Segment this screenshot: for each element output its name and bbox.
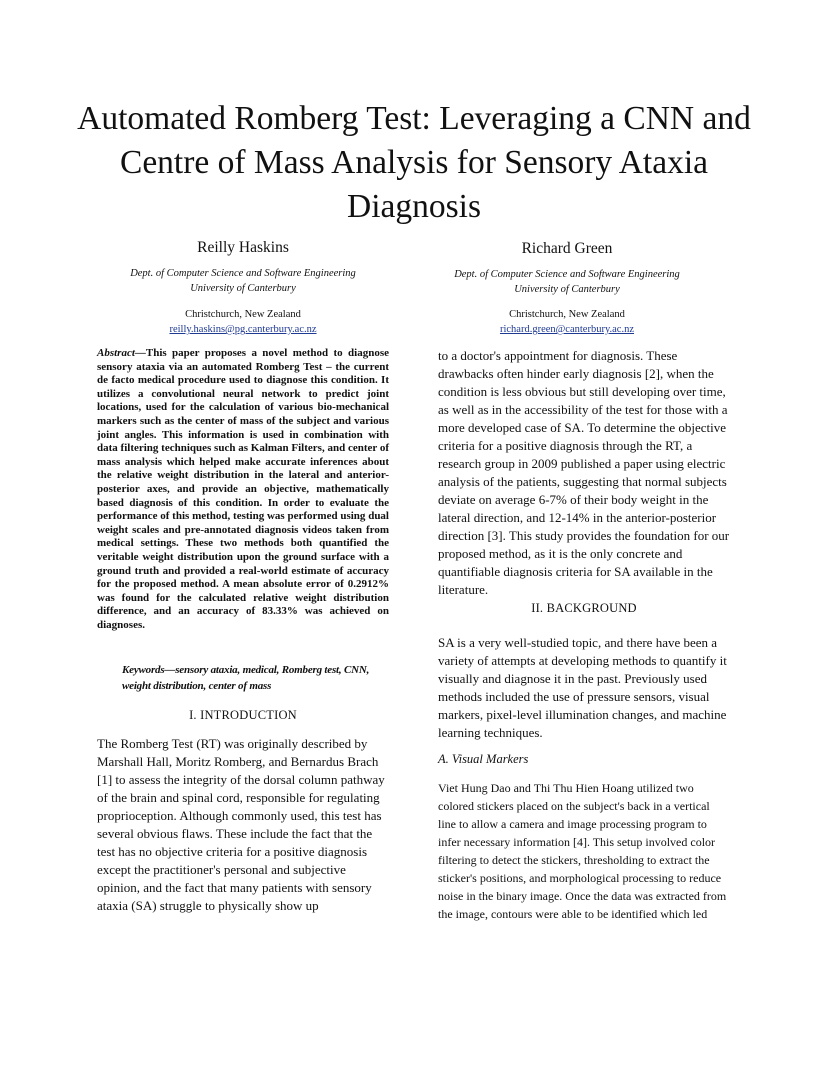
author-1-affiliation xyxy=(97,266,389,296)
subsection-heading-visual-markers: A. Visual Markers xyxy=(438,752,529,766)
left-column xyxy=(97,347,389,915)
abstract-lead: Abstract— xyxy=(97,347,146,359)
author-2-dept: Dept. of Computer Science and Software Engineering xyxy=(454,269,680,280)
author-1-email-link[interactable]: reilly.haskins@pg.canterbury.ac.nz xyxy=(169,324,317,335)
author-1-dept: Dept. of Computer Science and Software Engineering xyxy=(130,268,356,279)
author-2-email-link[interactable]: richard.green@canterbury.ac.nz xyxy=(499,324,635,335)
introduction-text: The Romberg Test (RT) was originally described by Marshall Hall, Moritz Romberg, and Bernardus Brach [1] to assess the integrity of the dorsal column pathway of the brain and spinal cord, responsible for regulating proprioception. Although commonly used, this test has several obvious flaws. These include the fact that the test has no objective criteria for a positive diagnosis except the practitioner's personal and subjective opinion, and the fact that many patients with sensory ataxia (SA) struggle to physically show up xyxy=(97,736,385,914)
abstract-text: This paper proposes a novel method to diagnose sensory ataxia via an automated Romberg Test – the current de facto medical procedure used to diagnose this condition. It utilizes a convolutional neural network to predict joint locations, used for the calculation of various bio-mechanical markers such as the center of mass of the subject and various joint angles. This information is used in combination with data filtering techniques such as Kalman Filters, and center of mass analysis which helped make accurate inferences about the relative weight distribution in the lateral and anterior-posterior axes, and provide an objective, mathematically based diagnosis of this condition. In order to evaluate the performance of this method, testing was performed using dual weight scales and pre-annotated diagnosis videos taken from medical settings. These two methods both quantified the veritable weight distribution upon the ground surface with a ground truth and provided a real-world estimate of accuracy for the proposed method. A mean absolute error of 0.2912% was found for the calculated relative weight distribution difference, and an accuracy of 83.33% was achieved on diagnoses. xyxy=(97,347,389,631)
right-column xyxy=(438,347,730,923)
background-text: SA is a very well-studied topic, and there have been a variety of attempts at developing methods to quantify it visually and diagnose it in the past. Previously used methods included the use of pressure sensors, visual markers, pixel-level illumination changes, and machine learning techniques. xyxy=(438,635,727,740)
abstract xyxy=(97,347,389,632)
section-heading-introduction: I. INTRODUCTION xyxy=(189,708,297,723)
visual-markers-text: Viet Hung Dao and Thi Thu Hien Hoang utilized two colored stickers placed on the subject's back in a vertical line to allow a camera and image processing program to infer necessary information [4]. This setup involved color filtering to detect the stickers, thresholding to extract the sticker's positions, and morphological processing to reduce noise in the binary image. Once the data was extracted from the image, contours were able to be identified which led xyxy=(438,781,727,921)
author-1-contact xyxy=(97,307,389,337)
keywords: Keywords—sensory ataxia, medical, Romberg test, CNN, weight distribution, center of mass xyxy=(122,664,370,693)
paper-title: Automated Romberg Test: Leveraging a CNN and Centre of Mass Analysis for Sensory Ataxia Diagnosis xyxy=(77,100,751,225)
author-1-location: Christchurch, New Zealand xyxy=(185,309,301,320)
introduction-continued-text: to a doctor's appointment for diagnosis. These drawbacks often hinder early diagnosis [2], when the condition is less obvious but still developing over time, as well as in the accessibility of the test for those with a more developed case of SA. To determine the objective criteria for a positive diagnosis through the RT, a research group in 2009 published a paper using electric analysis of the patients, suggesting that normal subjects deviate on average 6-7% of their body weight in the lateral direction, and 12-14% in the anterior-posterior direction [3]. This study provides the foundation for our proposed method, as it is the only concrete and quantifiable diagnosis criteria for SA available in the literature. xyxy=(438,348,730,597)
author-1-name: Reilly Haskins xyxy=(197,239,289,256)
author-2-name: Richard Green xyxy=(521,240,613,257)
section-heading-background: II. BACKGROUND xyxy=(531,601,637,615)
author-2-affiliation xyxy=(421,267,713,297)
author-2-university: University of Canterbury xyxy=(514,284,620,295)
author-1-university: University of Canterbury xyxy=(190,283,296,294)
author-2-contact xyxy=(421,307,713,337)
author-2-location: Christchurch, New Zealand xyxy=(509,309,625,320)
